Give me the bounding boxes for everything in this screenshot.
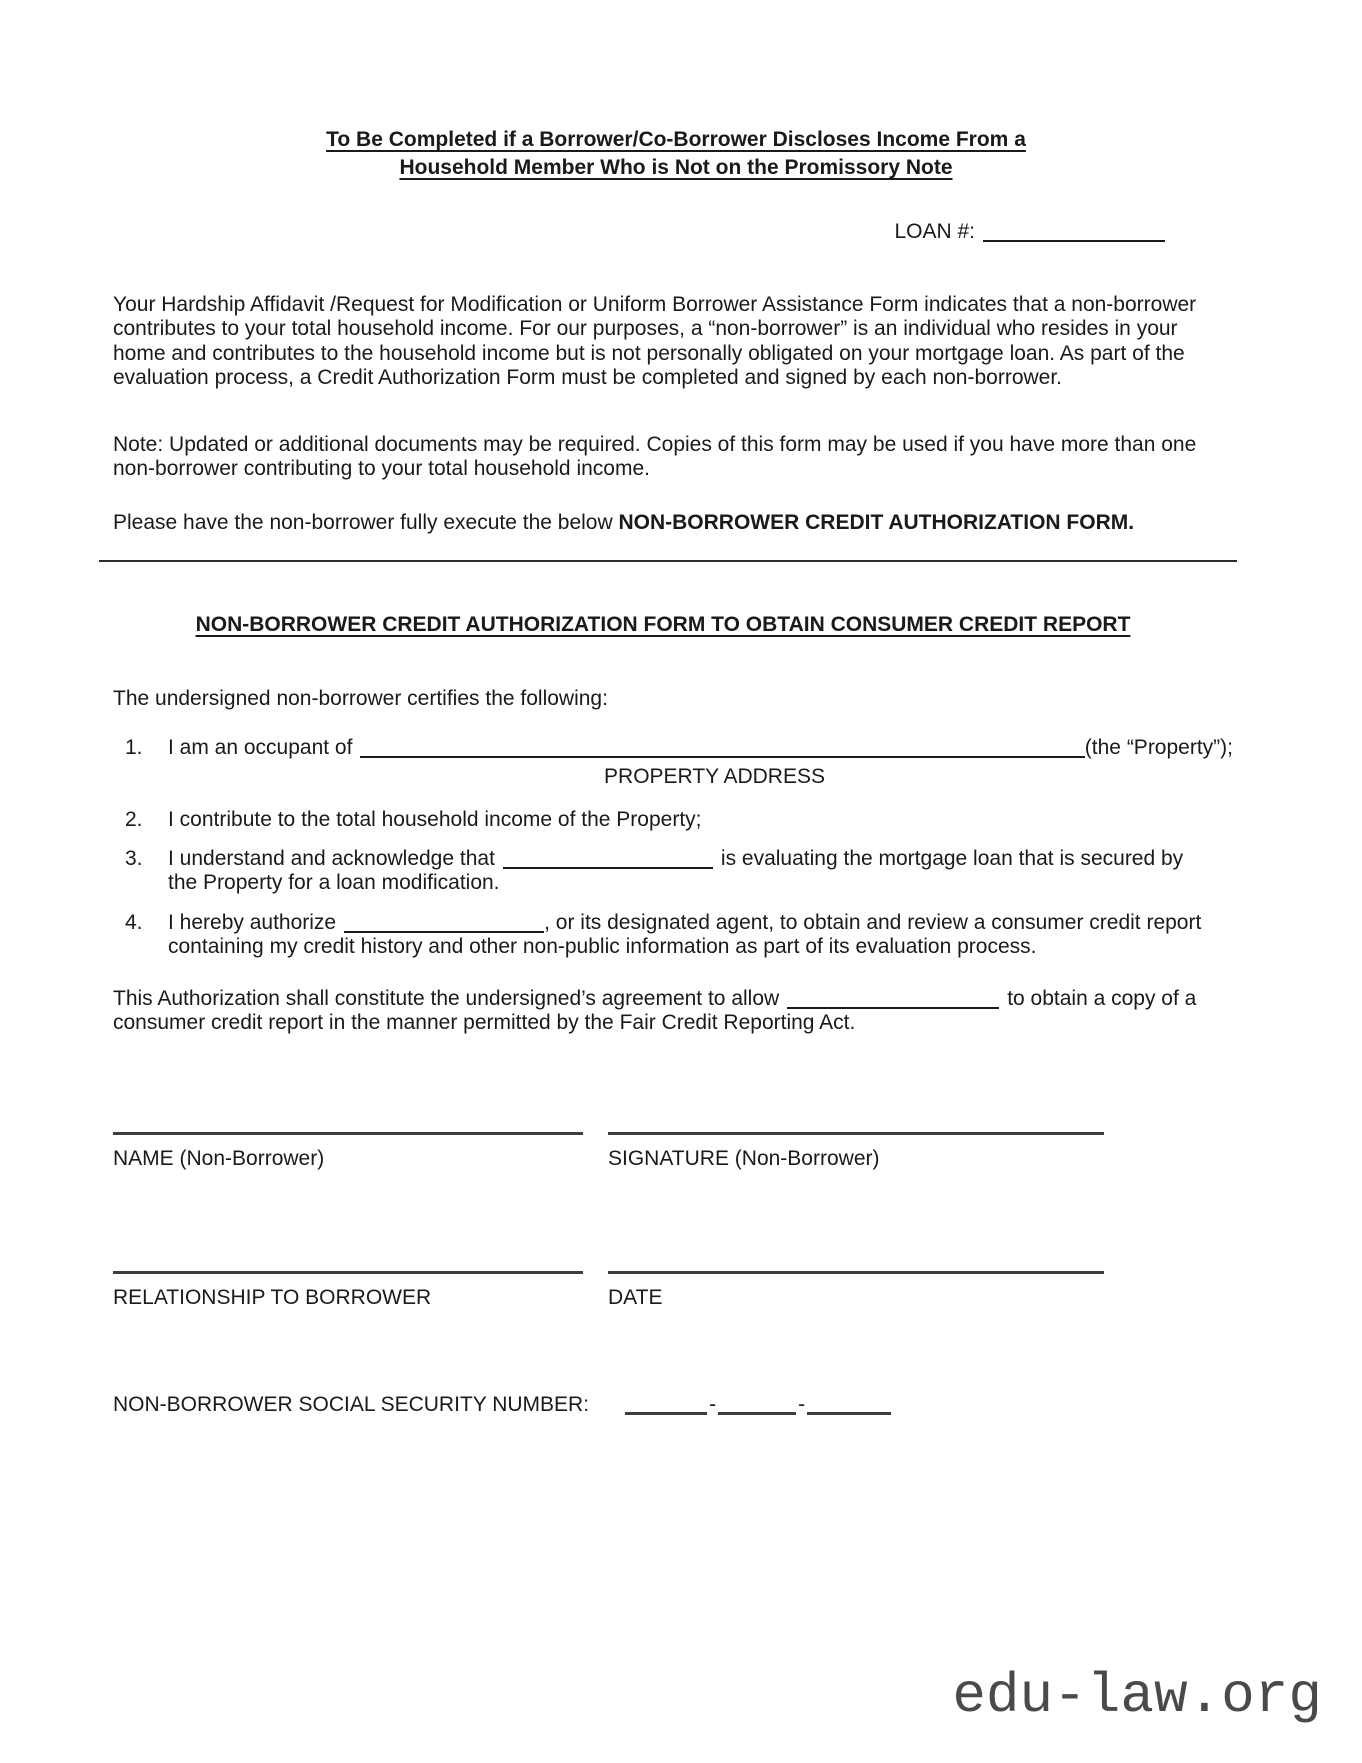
certify-intro: The undersigned non-borrower certifies the following: [113,686,608,710]
item2-text: I contribute to the total household income of the Property; [168,808,702,831]
authorization-suffix: to obtain a copy of a consumer credit report in the manner permitted by the Fair Credit Reporting Act. [113,986,1197,1034]
signature-row-1 [113,1132,1213,1172]
name-field [113,1132,583,1172]
signature-field [608,1132,1104,1172]
loan-number-label: LOAN #: [894,220,975,243]
relationship-label: RELATIONSHIP TO BORROWER [113,1286,432,1309]
list-item-2 [113,808,1213,833]
date-label: DATE [608,1286,663,1309]
list-number-4: 4. [125,910,143,934]
section-heading: NON-BORROWER CREDIT AUTHORIZATION FORM TO OBTAIN CONSUMER CREDIT REPORT [195,613,1131,636]
signature-label: SIGNATURE (Non-Borrower) [608,1146,880,1170]
item3-prefix: I understand and acknowledge that [168,846,495,870]
ssn-row [113,1393,1213,1418]
item1-suffix: (the “Property”); [1084,736,1233,759]
relationship-line[interactable] [113,1271,583,1274]
authorization-paragraph [113,987,1213,1036]
item4-suffix: , or its designated agent, to obtain and review a consumer credit report containing my credit history and other non-public information as part of its evaluation process. [168,910,1202,958]
intro-paragraph: Your Hardship Affidavit /Request for Modification or Uniform Borrower Assistance Form indicates that a non-borrower contributes to your total household income. For our purposes, a “non-borrower” is an individual who resides in your home and contributes to the household income but is not personally obligated on your mortgage loan. As part of the evaluation process, a Credit Authorization Form must be completed and signed by each non-borrower. [113,292,1197,389]
relationship-field [113,1271,583,1311]
ssn-separator-1: - [709,1392,717,1416]
document-body [113,0,1233,1417]
loan-number-blank[interactable] [983,240,1165,242]
property-address-caption: PROPERTY ADDRESS [604,764,825,788]
property-address-blank[interactable] [360,756,1084,758]
list-item-4-body [168,911,1213,960]
ssn-separator-2: - [798,1392,806,1416]
list-item-3-body [168,847,1213,896]
execute-instruction [113,511,1213,536]
date-line[interactable] [608,1271,1104,1274]
item3-suffix: is evaluating the mortgage loan that is secured by the Property for a loan modification. [168,846,1184,894]
list-number-3: 3. [125,846,143,870]
list-item-1-body [168,736,1233,789]
ssn-blank-1[interactable] [625,1412,707,1415]
list-number-2: 2. [125,808,143,831]
ssn-blank-3[interactable] [807,1412,891,1415]
authorized-party-blank[interactable] [344,931,544,933]
list-item-4 [113,911,1213,960]
servicer-name-blank[interactable] [503,867,713,869]
section-divider [99,560,1237,562]
list-item-2-body [168,808,1213,833]
watermark-logo: edu-law.org [952,1664,1322,1728]
execute-instruction-text: Please have the non-borrower fully execute the below [113,510,619,534]
signature-row-2 [113,1271,1213,1311]
loan-number-row [113,220,1165,245]
note-paragraph: Note: Updated or additional documents may be required. Copies of this form may be used if you have more than one non-borrower contributing to your total household income. [113,432,1197,480]
authorization-party-blank[interactable] [787,1007,999,1009]
doc-title-line2: Household Member Who is Not on the Promissory Note [399,156,953,179]
name-line[interactable] [113,1132,583,1135]
execute-instruction-bold: NON-BORROWER CREDIT AUTHORIZATION FORM. [618,510,1135,534]
name-label: NAME (Non-Borrower) [113,1146,325,1170]
ssn-blank-2[interactable] [718,1412,796,1415]
list-item-3 [113,847,1213,896]
list-item-1 [113,736,1233,789]
authorization-prefix: This Authorization shall constitute the undersigned’s agreement to allow [113,986,780,1010]
doc-title [113,126,1213,182]
signature-line[interactable] [608,1132,1104,1135]
doc-title-line1: To Be Completed if a Borrower/Co-Borrower Discloses Income From a [326,128,1026,151]
ssn-label: NON-BORROWER SOCIAL SECURITY NUMBER: [113,1392,590,1416]
item4-prefix: I hereby authorize [168,910,337,934]
date-field [608,1271,1104,1311]
list-number-1: 1. [125,736,143,759]
item1-prefix: I am an occupant of [168,736,353,759]
